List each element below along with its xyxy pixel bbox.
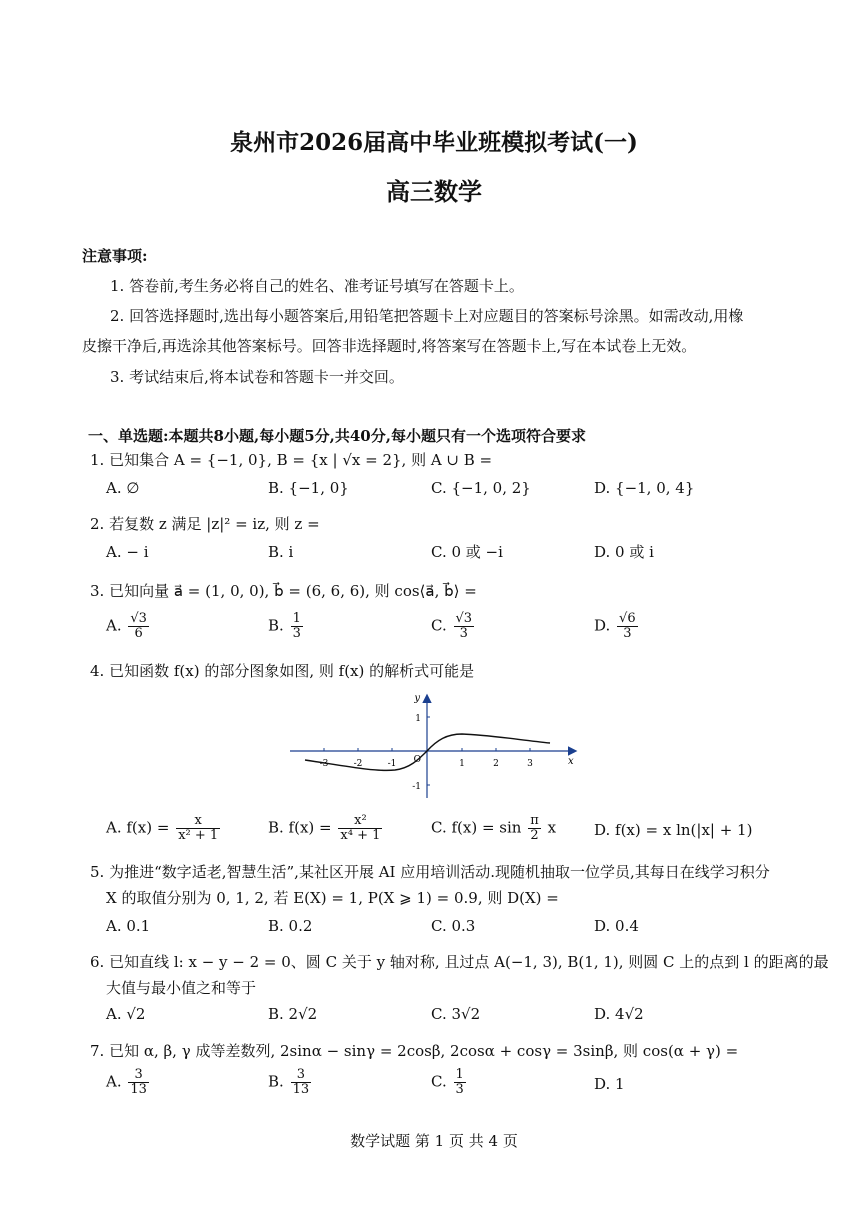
notice-item-1: 1. 答卷前,考生务必将自己的姓名、准考证号填写在答题卡上。	[110, 277, 524, 295]
q4-origin-label: O	[413, 755, 421, 765]
q7-option-a	[106, 1068, 151, 1097]
q5-option-b: B. 0.2	[268, 917, 313, 935]
q1-option-d: D. {−1, 0, 4}	[594, 479, 695, 497]
q3-option-a-label: A.	[106, 616, 122, 635]
q6-stem-line2: 大值与最小值之和等于	[106, 979, 257, 997]
q2-option-d: D. 0 或 i	[594, 543, 654, 561]
q2-option-a: A. − i	[106, 543, 149, 561]
q5-option-a: A. 0.1	[106, 917, 151, 935]
q1-option-b: B. {−1, 0}	[268, 479, 349, 497]
q4-x-tick-neg3: -3	[319, 759, 329, 769]
section-heading: 一、单选题:本题共8小题,每小题5分,共40分,每小题只有一个选项符合要求	[88, 427, 586, 445]
q3-b-num: 1	[292, 611, 301, 626]
q7-option-b-label: B.	[268, 1072, 284, 1091]
q4-x-tick-neg2: -2	[353, 759, 363, 769]
q3-stem: 3. 已知向量 a⃗ = (1, 0, 0), b⃗ = (6, 6, 6), 则 cos⟨a⃗, b⃗⟩ =	[90, 582, 477, 600]
notice-heading: 注意事项:	[82, 247, 148, 265]
q2-option-c: C. 0 或 −i	[431, 543, 503, 561]
exam-title: 泉州市2026届高中毕业班模拟考试(一)	[230, 129, 638, 156]
q4-b-den: x⁴ + 1	[340, 828, 381, 843]
q3-option-c	[431, 612, 476, 641]
q2-option-b: B. i	[268, 543, 294, 561]
q7-a-num: 3	[128, 1068, 149, 1083]
q4-option-a-label: A. f(x) =	[106, 818, 170, 837]
q4-x-tick-1: 1	[459, 759, 465, 769]
q3-option-d-fraction	[617, 612, 638, 641]
q3-option-b-fraction	[291, 612, 303, 641]
q4-c-num: π	[530, 813, 539, 828]
q6-option-b: B. 2√2	[268, 1005, 318, 1023]
notice-item-2b: 皮擦干净后,再选涂其他答案标号。回答非选择题时,将答案写在答题卡上,写在本试卷上无效。	[82, 337, 697, 355]
q7-option-c-label: C.	[431, 1072, 447, 1091]
q4-x-axis-label: x	[568, 756, 574, 767]
q3-d-num: √6	[619, 611, 636, 626]
q4-x-tick-2: 2	[493, 759, 499, 769]
q4-option-d: D. f(x) = x ln(|x| + 1)	[594, 821, 753, 839]
q1-stem: 1. 已知集合 A = {−1, 0}, B = {x | √x = 2}, 则 A ∪ B =	[90, 451, 493, 469]
q1-option-a: A. ∅	[106, 479, 140, 497]
q4-x-tick-3: 3	[527, 759, 533, 769]
q3-c-num: √3	[455, 611, 473, 626]
subject-title: 高三数学	[386, 177, 482, 206]
q7-stem: 7. 已知 α, β, γ 成等差数列, 2sinα − sinγ = 2cosβ, 2cosα + cosγ = 3sinβ, 则 cos(α + γ) =	[90, 1042, 739, 1060]
q7-option-d: D. 1	[594, 1075, 625, 1093]
q7-option-b-fraction	[291, 1068, 312, 1097]
q4-option-a	[106, 814, 222, 843]
q7-c-num: 1	[455, 1067, 464, 1082]
q5-stem-line1: 5. 为推进“数字适老,智慧生活”,某社区开展 AI 应用培训活动.现随机抽取一位学员,其每日在线学习积分	[90, 863, 770, 881]
q7-b-num: 3	[291, 1068, 312, 1083]
q6-stem-line1: 6. 已知直线 l: x − y − 2 = 0、圆 C 关于 y 轴对称, 且过点 A(−1, 3), B(1, 1), 则圆 C 上的点到 l 的距离的最	[90, 953, 829, 971]
notice-item-3: 3. 考试结束后,将本试卷和答题卡一并交回。	[110, 368, 404, 386]
q3-option-d-label: D.	[594, 616, 611, 635]
q6-option-d: D. 4√2	[594, 1005, 644, 1023]
q3-c-den: 3	[459, 626, 468, 641]
q4-a-den: x² + 1	[178, 828, 219, 843]
q5-stem-line2: X 的取值分别为 0, 1, 2, 若 E(X) = 1, P(X ⩾ 1) = 0.9, 则 D(X) =	[106, 889, 559, 907]
q3-a-num: √3	[130, 611, 147, 626]
q7-a-den: 13	[130, 1082, 147, 1097]
q7-option-c	[431, 1068, 468, 1097]
q3-option-a	[106, 612, 151, 641]
notice-item-2a: 2. 回答选择题时,选出每小题答案后,用铅笔把答题卡上对应题目的答案标号涂黑。如需改动,用橡	[110, 307, 744, 325]
q3-option-a-fraction	[128, 612, 149, 641]
q4-a-num: x	[176, 814, 220, 829]
q1-option-c: C. {−1, 0, 2}	[431, 479, 531, 497]
q7-c-den: 3	[455, 1082, 464, 1097]
q4-y-tick-neg1: -1	[412, 782, 421, 792]
q7-option-c-fraction	[454, 1068, 466, 1097]
q4-option-c-label: C. f(x) = sin	[431, 818, 522, 837]
q3-option-d	[594, 612, 640, 641]
q4-option-c-fraction	[528, 814, 541, 843]
q4-y-tick-1: 1	[415, 714, 421, 724]
q2-stem: 2. 若复数 z 满足 |z|² = iz, 则 z =	[90, 515, 320, 533]
q5-option-d: D. 0.4	[594, 917, 639, 935]
q4-function-graph	[285, 690, 585, 802]
q4-y-axis-label: y	[414, 693, 420, 704]
q4-c-den: 2	[530, 828, 539, 843]
q7-b-den: 13	[292, 1082, 310, 1097]
q4-option-b-label: B. f(x) =	[268, 818, 332, 837]
q3-option-c-label: C.	[431, 616, 447, 635]
q4-x-tick-neg1: -1	[387, 759, 397, 769]
q7-option-a-label: A.	[106, 1072, 122, 1091]
q4-option-c	[431, 814, 556, 843]
q3-b-den: 3	[292, 626, 301, 641]
q4-option-c-tail: x	[547, 818, 557, 837]
q6-option-a: A. √2	[106, 1005, 146, 1023]
q4-b-num: x²	[338, 814, 382, 829]
q3-a-den: 6	[134, 626, 143, 641]
q3-option-b	[268, 612, 305, 641]
q4-option-b-fraction	[338, 814, 382, 843]
q4-option-b	[268, 814, 384, 843]
q3-option-b-label: B.	[268, 616, 284, 635]
q6-option-c: C. 3√2	[431, 1005, 481, 1023]
q3-d-den: 3	[623, 626, 632, 641]
page-footer: 数学试题 第 1 页 共 4 页	[350, 1132, 518, 1150]
q3-option-c-fraction	[454, 612, 475, 641]
q4-option-a-fraction	[176, 814, 220, 843]
q7-option-a-fraction	[128, 1068, 149, 1097]
q5-option-c: C. 0.3	[431, 917, 476, 935]
q7-option-b	[268, 1068, 313, 1097]
q4-stem: 4. 已知函数 f(x) 的部分图象如图, 则 f(x) 的解析式可能是	[90, 662, 475, 680]
